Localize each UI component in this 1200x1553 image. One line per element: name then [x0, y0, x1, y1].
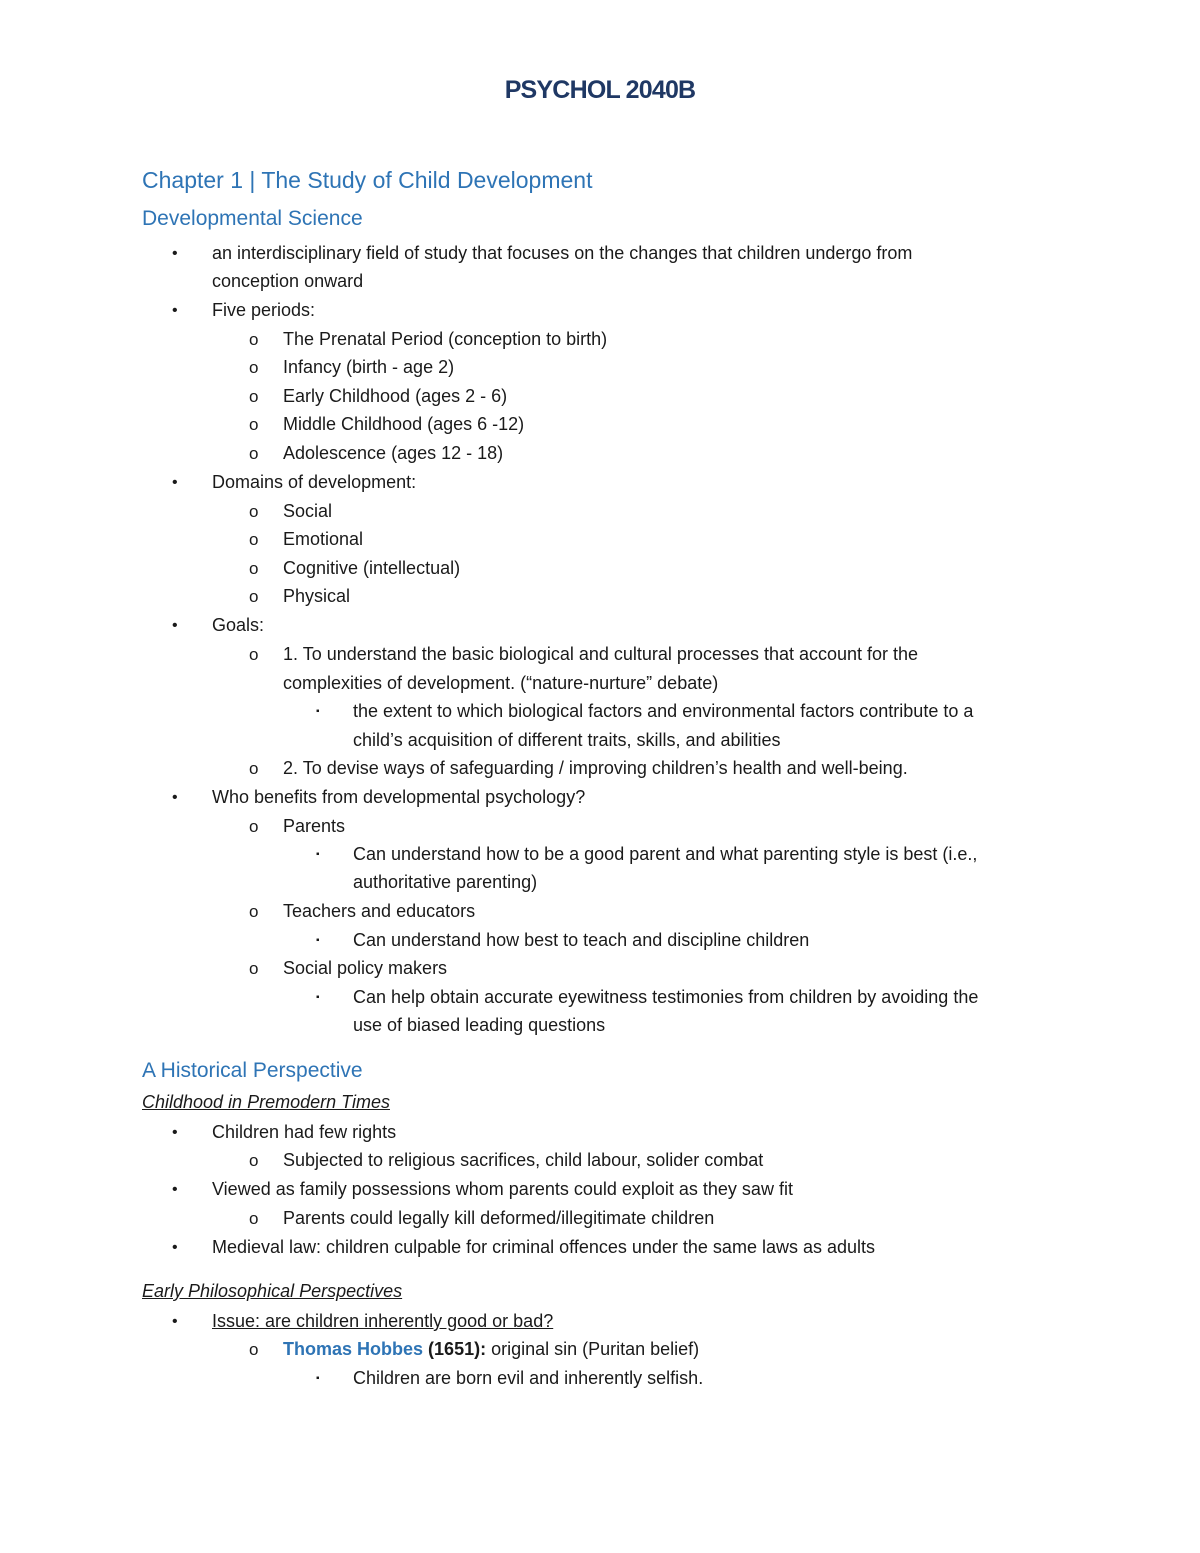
circle-bullet-icon: o — [249, 1209, 259, 1228]
hobbes-name: Thomas Hobbes — [283, 1339, 424, 1359]
bullet-icon: • — [172, 245, 178, 262]
parents-detail-line-1: Can understand how to be a good parent and what parenting style is best (i.e., — [353, 844, 978, 864]
period-item: Early Childhood (ages 2 - 6) — [283, 386, 508, 406]
period-item: Infancy (birth - age 2) — [283, 357, 455, 377]
medieval-law-item: Medieval law: children culpable for criminal offences under the same laws as adults — [212, 1237, 876, 1257]
goal-1-detail-line-1: the extent to which biological factors and environmental factors contribute to a — [353, 701, 974, 721]
period-item: The Prenatal Period (conception to birth) — [283, 329, 608, 349]
hobbes-item — [283, 1338, 699, 1360]
parents-detail-line-2: authoritative parenting) — [353, 872, 538, 892]
square-bullet-icon: ▪ — [316, 849, 320, 860]
domain-item: Physical — [283, 586, 351, 606]
periods-label: Five periods: — [212, 300, 316, 320]
circle-bullet-icon: o — [249, 1340, 259, 1359]
circle-bullet-icon: o — [249, 1151, 259, 1170]
domain-item: Emotional — [283, 529, 364, 549]
bullet-icon: • — [172, 789, 178, 806]
bullet-icon: • — [172, 1313, 178, 1330]
bullet-icon: • — [172, 617, 178, 634]
benefits-label: Who benefits from developmental psychology? — [212, 787, 586, 807]
hobbes-description: original sin (Puritan belief) — [486, 1339, 700, 1359]
period-item: Adolescence (ages 12 - 18) — [283, 443, 504, 463]
hobbes-year: (1651): — [428, 1339, 487, 1359]
definition-line-2: conception onward — [212, 271, 364, 291]
domain-item: Social — [283, 501, 333, 521]
circle-bullet-icon: o — [249, 530, 259, 549]
section-heading-historical-perspective: A Historical Perspective — [142, 1059, 363, 1082]
bullet-icon: • — [172, 474, 178, 491]
bullet-icon: • — [172, 302, 178, 319]
circle-bullet-icon: o — [249, 959, 259, 978]
domains-label: Domains of development: — [212, 472, 417, 492]
circle-bullet-icon: o — [249, 817, 259, 836]
period-item: Middle Childhood (ages 6 -12) — [283, 414, 525, 434]
circle-bullet-icon: o — [249, 358, 259, 377]
course-title: PSYCHOL 2040B — [504, 76, 696, 104]
goal-1-line-2: complexities of development. (“nature-nurture” debate) — [283, 673, 719, 693]
square-bullet-icon: ▪ — [316, 992, 320, 1003]
bullet-icon: • — [172, 1181, 178, 1198]
circle-bullet-icon: o — [249, 387, 259, 406]
hobbes-detail: Children are born evil and inherently selfish. — [353, 1368, 704, 1388]
rights-item: Children had few rights — [212, 1122, 397, 1142]
goal-1-detail-line-2: child’s acquisition of different traits, skills, and abilities — [353, 730, 781, 750]
policy-detail-line-2: use of biased leading questions — [353, 1015, 606, 1035]
domain-item: Cognitive (intellectual) — [283, 558, 461, 578]
possessions-item: Viewed as family possessions whom parents could exploit as they saw fit — [212, 1179, 793, 1199]
square-bullet-icon: ▪ — [316, 706, 320, 717]
circle-bullet-icon: o — [249, 415, 259, 434]
circle-bullet-icon: o — [249, 645, 259, 664]
square-bullet-icon: ▪ — [316, 935, 320, 946]
section-heading-developmental-science: Developmental Science — [142, 207, 363, 230]
circle-bullet-icon: o — [249, 559, 259, 578]
teachers-detail: Can understand how best to teach and discipline children — [353, 930, 810, 950]
circle-bullet-icon: o — [249, 902, 259, 921]
beneficiary-policy-makers: Social policy makers — [283, 958, 448, 978]
possessions-detail: Parents could legally kill deformed/illegitimate children — [283, 1208, 715, 1228]
bullet-icon: • — [172, 1239, 178, 1256]
subheading-philosophical-perspectives: Early Philosophical Perspectives — [142, 1281, 403, 1301]
goals-label: Goals: — [212, 615, 265, 635]
circle-bullet-icon: o — [249, 444, 259, 463]
bullet-icon: • — [172, 1124, 178, 1141]
definition-line-1: an interdisciplinary field of study that focuses on the changes that children undergo from — [212, 243, 913, 263]
circle-bullet-icon: o — [249, 502, 259, 521]
subheading-premodern-times: Childhood in Premodern Times — [142, 1092, 390, 1112]
square-bullet-icon: ▪ — [316, 1373, 320, 1384]
circle-bullet-icon: o — [249, 330, 259, 349]
rights-detail: Subjected to religious sacrifices, child labour, solider combat — [283, 1150, 764, 1170]
beneficiary-parents: Parents — [283, 816, 346, 836]
circle-bullet-icon: o — [249, 759, 259, 778]
circle-bullet-icon: o — [249, 587, 259, 606]
policy-detail-line-1: Can help obtain accurate eyewitness testimonies from children by avoiding the — [353, 987, 979, 1007]
beneficiary-teachers: Teachers and educators — [283, 901, 476, 921]
issue-item: Issue: are children inherently good or bad? — [212, 1311, 554, 1331]
goal-2: 2. To devise ways of safeguarding / improving children’s health and well-being. — [283, 758, 908, 778]
chapter-heading: Chapter 1 | The Study of Child Development — [142, 167, 593, 193]
goal-1-line-1: 1. To understand the basic biological and cultural processes that account for the — [283, 644, 919, 664]
